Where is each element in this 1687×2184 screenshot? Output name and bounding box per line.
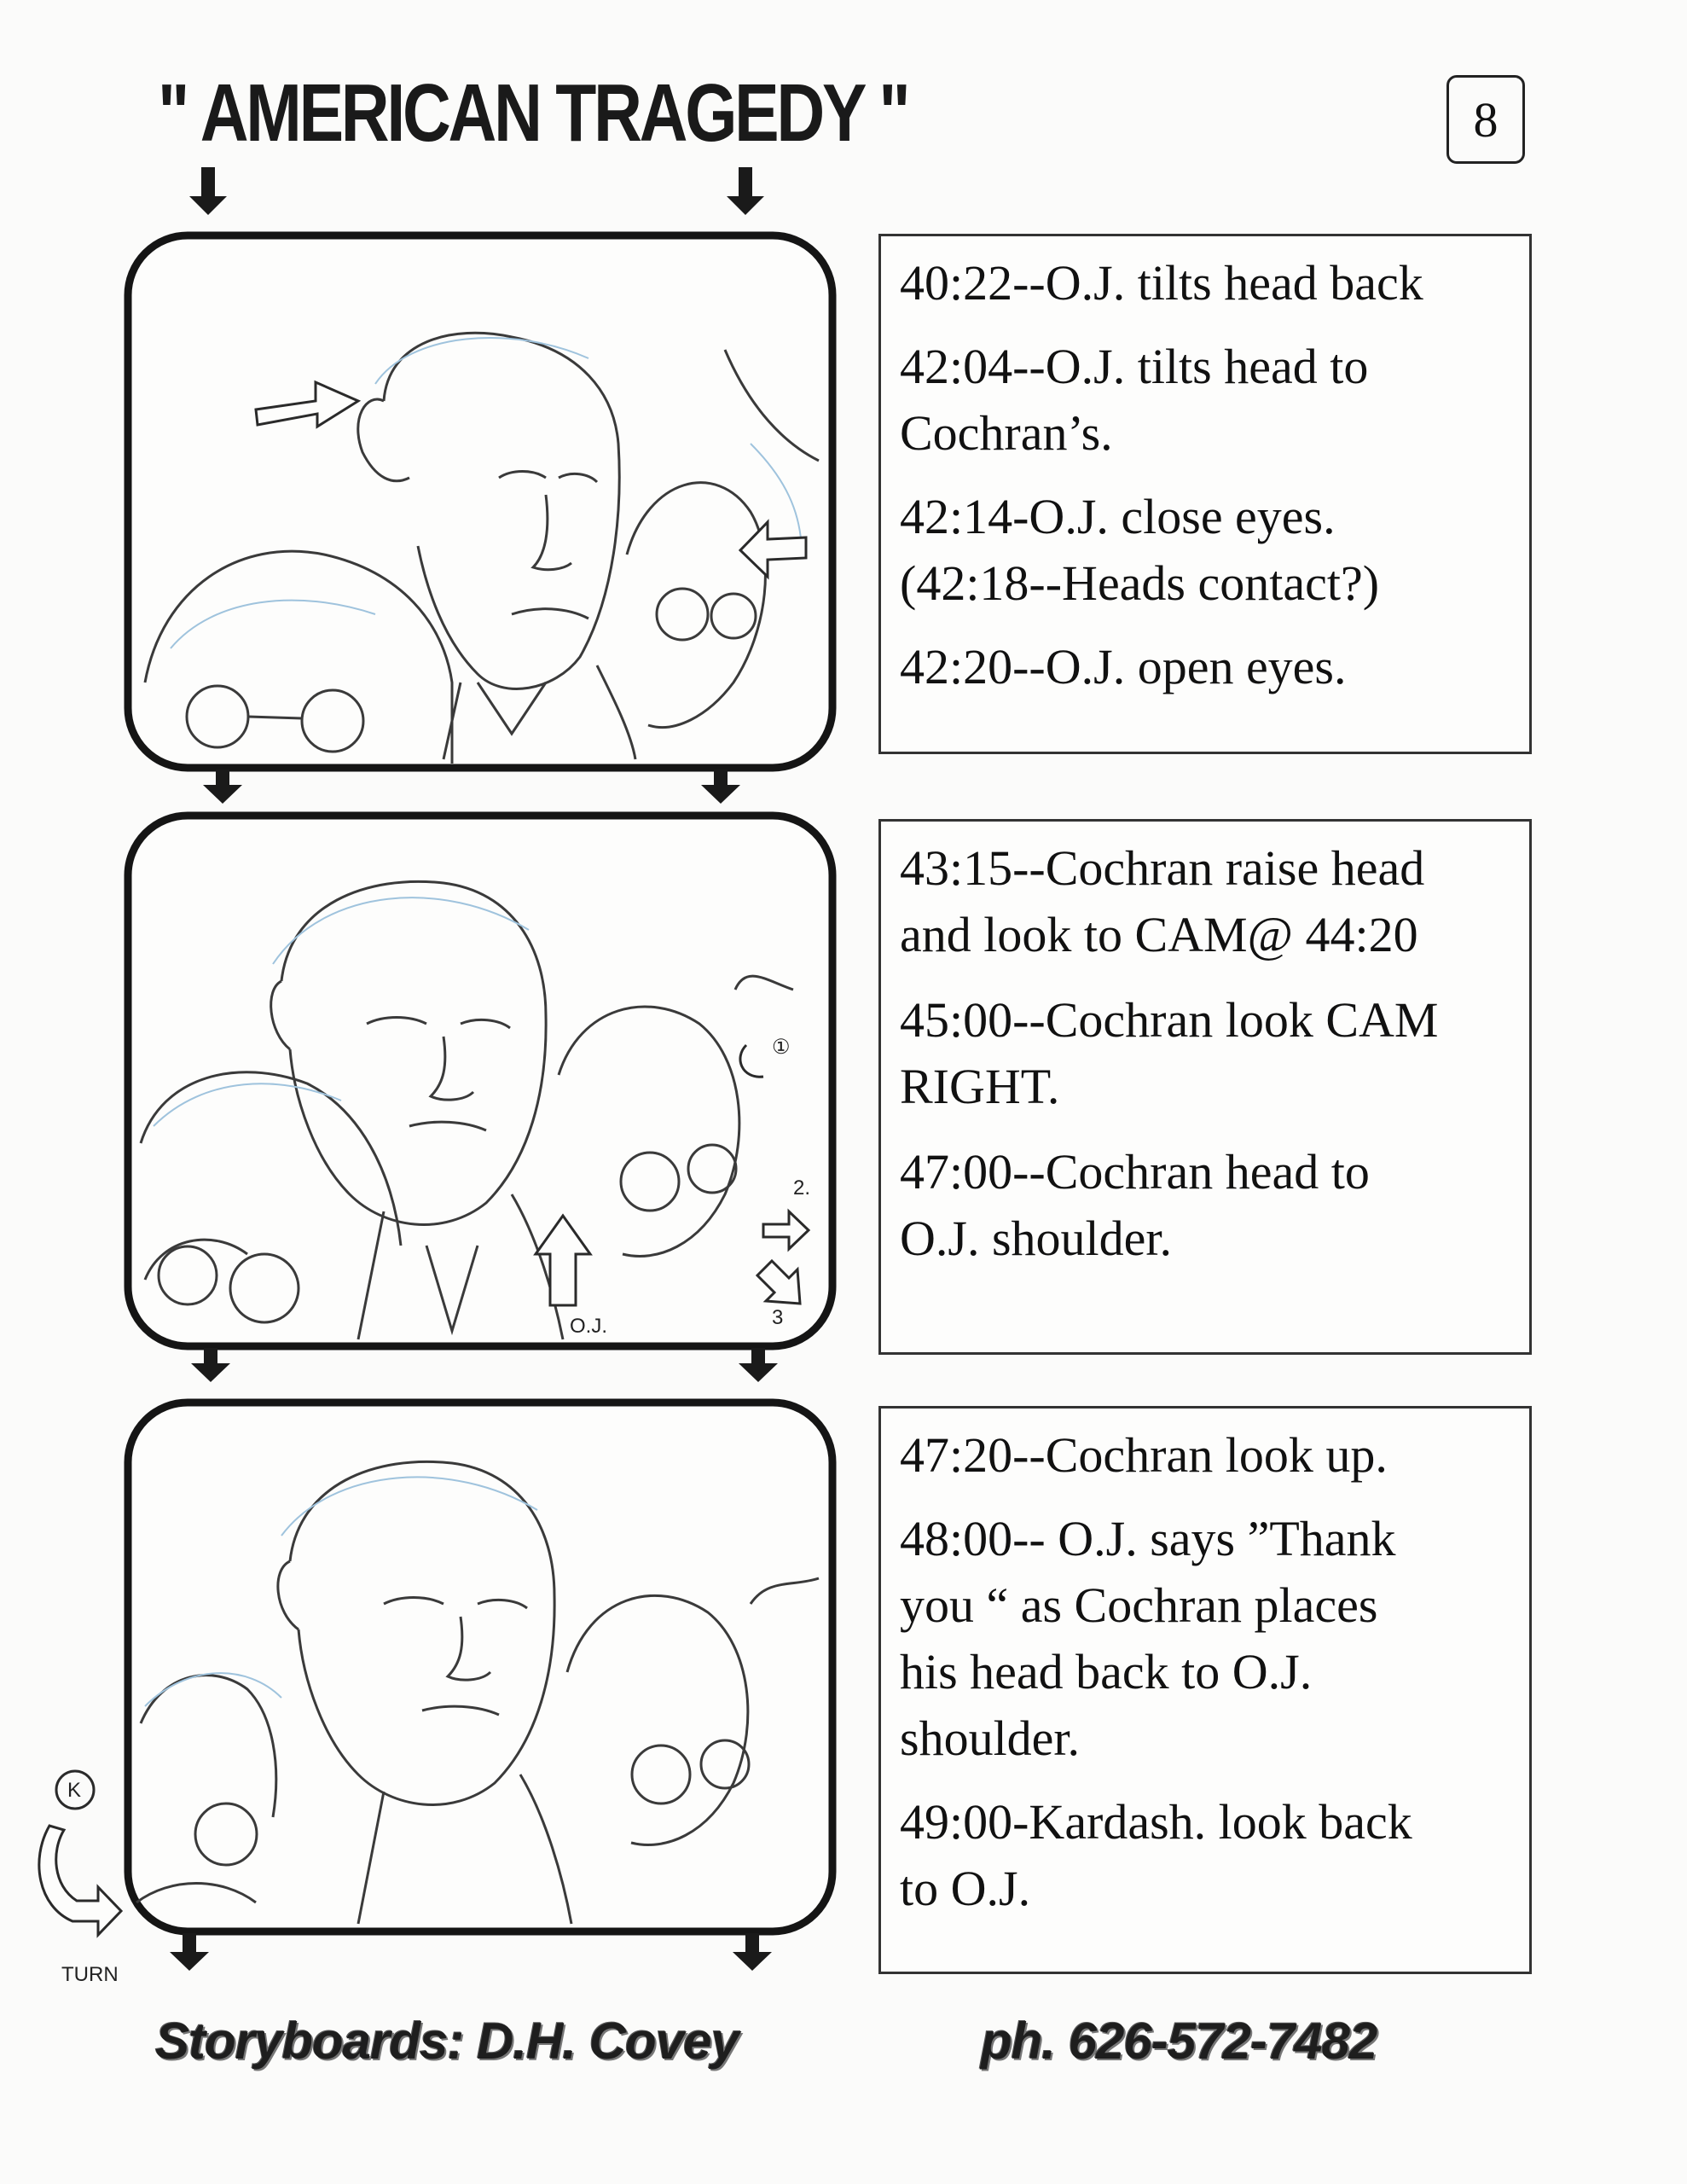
note-line: 43:15--Cochran raise head and look to CAM@ 44:20 — [900, 840, 1425, 962]
arrow-down-icon — [189, 167, 227, 215]
arrow-down-icon — [733, 1933, 772, 1971]
panel-1-notes — [878, 234, 1532, 754]
note-line: 42:04--O.J. tilts head to Cochran’s. — [900, 339, 1369, 461]
arrow-down-icon — [701, 770, 740, 804]
note-line: 47:00--Cochran head to O.J. shoulder. — [900, 1144, 1370, 1266]
arrow-down-icon — [203, 770, 242, 804]
k-label: K — [67, 1779, 82, 1802]
page-title: " AMERICAN TRAGEDY " — [158, 67, 908, 159]
turn-label: TURN — [61, 1963, 119, 1986]
turn-arrow-icon — [39, 1826, 121, 1935]
note-line: 47:20--Cochran look up. — [900, 1427, 1388, 1483]
arrow-down-icon — [170, 1933, 209, 1971]
page-number-box: 8 — [1446, 75, 1525, 164]
oj-label: O.J. — [570, 1315, 608, 1338]
note-line: 48:00-- O.J. says ”Thank you “ as Cochran places his head back to O.J. shoulder. — [900, 1511, 1396, 1766]
panel-3-frame — [128, 1403, 832, 1931]
phone-number: ph. 626-572-7482 — [981, 2013, 1377, 2070]
arrow-down-icon — [739, 1348, 778, 1382]
mark-2-label: 2. — [793, 1176, 811, 1199]
note-line: 40:22--O.J. tilts head back — [900, 255, 1423, 311]
note-line: 49:00-Kardash. look back to O.J. — [900, 1794, 1412, 1916]
note-line: 42:14-O.J. close eyes. (42:18--Heads contact?) — [900, 489, 1380, 611]
mark-3-label: 3 — [772, 1306, 784, 1329]
panel-2-frame — [128, 816, 832, 1346]
panel-1-frame — [128, 235, 832, 768]
note-line: 42:20--O.J. open eyes. — [900, 639, 1347, 694]
panel-3-notes — [878, 1406, 1532, 1974]
panel-2-notes — [878, 819, 1532, 1355]
arrow-down-icon — [727, 167, 764, 215]
arrow-down-icon — [191, 1348, 230, 1382]
storyboard-credit: Storyboards: D.H. Covey — [155, 2013, 739, 2070]
mark-1-label: ① — [772, 1036, 791, 1059]
note-line: 45:00--Cochran look CAM RIGHT. — [900, 992, 1439, 1114]
